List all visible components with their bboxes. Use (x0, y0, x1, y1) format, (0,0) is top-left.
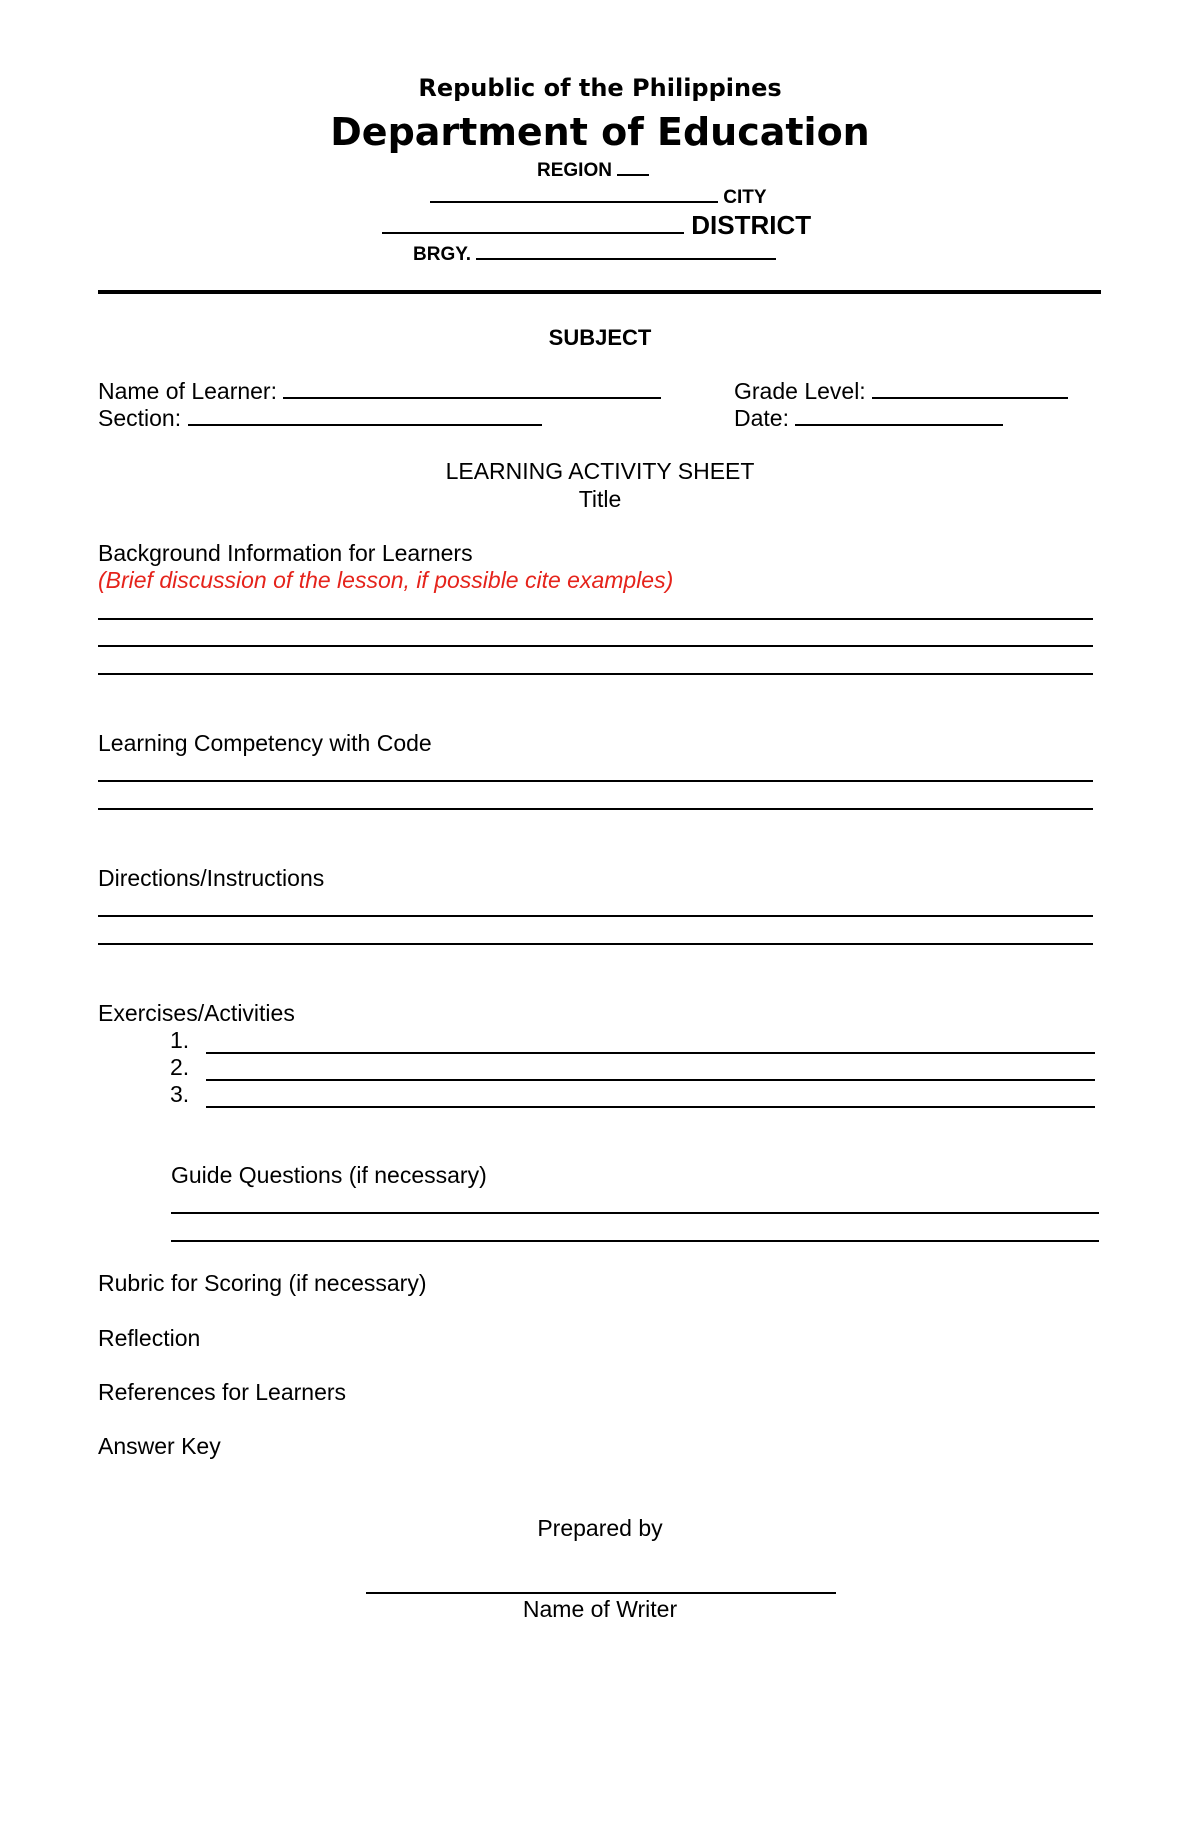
rubric-heading: Rubric for Scoring (if necessary) (98, 1270, 427, 1296)
answer-line[interactable] (98, 618, 1093, 620)
exercise-line[interactable] (206, 1052, 1095, 1054)
exercise-number: 2. (170, 1054, 190, 1080)
writer-name-label: Name of Writer (522, 1596, 678, 1622)
section-field[interactable] (188, 424, 542, 426)
background-heading: Background Information for Learners (98, 540, 473, 566)
directions-heading: Directions/Instructions (98, 865, 325, 891)
grade-level-label: Grade Level: (734, 378, 866, 404)
section-label: Section: (98, 405, 182, 431)
district-label: DISTRICT (691, 210, 812, 240)
answer-line[interactable] (98, 673, 1093, 675)
answer-line[interactable] (98, 915, 1093, 917)
city-line (430, 187, 767, 209)
exercises-heading: Exercises/Activities (98, 1000, 295, 1026)
brgy-label: BRGY. (413, 244, 472, 265)
name-of-learner-label: Name of Learner: (98, 378, 277, 404)
district-line (382, 210, 811, 241)
answer-line[interactable] (98, 780, 1093, 782)
date-field[interactable] (795, 424, 1003, 426)
answer-line[interactable] (171, 1240, 1099, 1242)
region-blank[interactable] (617, 174, 649, 176)
exercise-number: 1. (170, 1027, 190, 1053)
city-label: CITY (723, 187, 767, 208)
competency-heading: Learning Competency with Code (98, 730, 432, 756)
department-heading: Department of Education (330, 110, 870, 154)
name-of-learner-field[interactable] (283, 397, 661, 399)
city-blank[interactable] (430, 201, 718, 203)
answer-line[interactable] (98, 808, 1093, 810)
header-divider (98, 290, 1101, 294)
region-line (537, 160, 649, 182)
republic-heading: Republic of the Philippines (418, 74, 782, 102)
section-row (98, 405, 542, 432)
exercise-line[interactable] (206, 1106, 1095, 1108)
date-row (734, 405, 1003, 432)
answer-line[interactable] (98, 943, 1093, 945)
date-label: Date: (734, 405, 789, 431)
sheet-heading: LEARNING ACTIVITY SHEET (445, 458, 755, 484)
name-of-learner-row (98, 378, 661, 405)
prepared-by-label: Prepared by (537, 1515, 663, 1541)
reflection-heading: Reflection (98, 1325, 201, 1351)
signature-line[interactable] (366, 1592, 836, 1594)
brgy-blank[interactable] (476, 258, 776, 260)
guide-questions-heading: Guide Questions (if necessary) (171, 1162, 487, 1188)
background-note: (Brief discussion of the lesson, if possible cite examples) (98, 567, 674, 593)
grade-level-field[interactable] (872, 397, 1068, 399)
subject-heading: SUBJECT (548, 325, 652, 350)
brgy-line (413, 244, 776, 266)
references-heading: References for Learners (98, 1379, 347, 1405)
answer-line[interactable] (171, 1212, 1099, 1214)
grade-level-row (734, 378, 1068, 405)
district-blank[interactable] (382, 232, 684, 234)
region-label: REGION (537, 160, 612, 181)
sheet-title: Title (578, 486, 622, 512)
answer-line[interactable] (98, 645, 1093, 647)
exercise-line[interactable] (206, 1079, 1095, 1081)
answer-key-heading: Answer Key (98, 1433, 221, 1459)
exercise-number: 3. (170, 1081, 190, 1107)
